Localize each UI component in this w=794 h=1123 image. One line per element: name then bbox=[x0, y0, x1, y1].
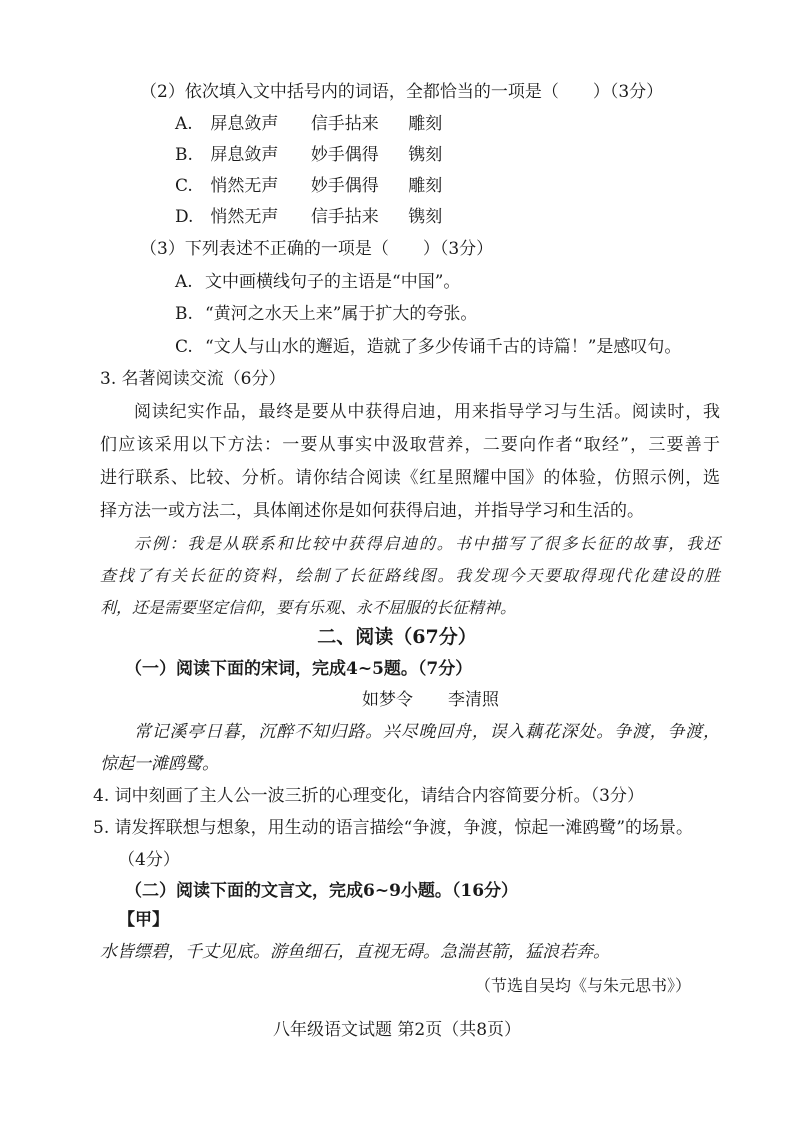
part2-title: （二）阅读下面的文言文，完成6~9小题。（16分） bbox=[125, 881, 519, 901]
q3-option-b bbox=[175, 302, 477, 326]
option-word-2: 妙手偶得 bbox=[310, 176, 379, 196]
jia-label: 【甲】 bbox=[118, 910, 169, 930]
option-letter: B. bbox=[175, 304, 193, 324]
q-mingzhu-para-line-2: 们应该采用以下方法：一要从事实中汲取营养，二要向作者“取经”，三要善于 bbox=[100, 435, 720, 455]
q3-option-a bbox=[175, 270, 460, 294]
option-text: “文人与山水的邂逅，造就了多少传诵千古的诗篇！”是感叹句。 bbox=[205, 337, 682, 357]
option-word-3: 雕刻 bbox=[408, 114, 443, 134]
q3-stem: （3）下列表述不正确的一项是（ ）（3分） bbox=[140, 239, 494, 259]
q5-score: （4分） bbox=[118, 850, 180, 870]
option-word-3: 镌刻 bbox=[408, 145, 443, 165]
option-letter: C. bbox=[175, 337, 193, 357]
q-mingzhu-para-line-3: 进行联系、比较、分析。请你结合阅读《红星照耀中国》的体验，仿照示例，选 bbox=[100, 468, 720, 488]
option-letter: C. bbox=[175, 176, 193, 196]
page-footer: 八年级语文试题 第2页（共8页） bbox=[272, 1020, 522, 1040]
option-word-1: 屏息敛声 bbox=[210, 114, 279, 134]
q2-option-d bbox=[175, 205, 442, 229]
option-text: 文中画横线句子的主语是“中国”。 bbox=[205, 272, 461, 292]
option-word-3: 镌刻 bbox=[408, 207, 443, 227]
poem-line-2: 惊起一滩鸥鹭。 bbox=[100, 754, 219, 774]
q3-option-c bbox=[175, 335, 681, 359]
example-line-1: 示例：我是从联系和比较中获得启迪的。书中描写了很多长征的故事，我还 bbox=[134, 534, 720, 553]
option-word-2: 妙手偶得 bbox=[310, 145, 379, 165]
q4: 4. 词中刻画了主人公一波三折的心理变化，请结合内容简要分析。（3分） bbox=[93, 786, 644, 806]
example-line-2: 查找了有关长征的资料，绘制了长征路线图。我发现今天要取得现代化建设的胜 bbox=[100, 566, 720, 585]
option-word-2: 信手拈来 bbox=[310, 207, 379, 227]
option-letter: B. bbox=[175, 145, 193, 165]
q2-option-a bbox=[175, 112, 442, 136]
option-word-2: 信手拈来 bbox=[310, 114, 379, 134]
classical-text: 水皆缥碧，千丈见底。游鱼细石，直视无碍。急湍甚箭，猛浪若奔。 bbox=[100, 942, 610, 962]
option-word-1: 悄然无声 bbox=[210, 176, 279, 196]
option-letter: D. bbox=[175, 207, 194, 227]
q-mingzhu-para-line-4: 择方法一或方法二，具体阐述你是如何获得启迪，并指导学习和生活的。 bbox=[100, 501, 644, 521]
q-mingzhu-para-line-1: 阅读纪实作品，最终是要从中获得启迪，用来指导学习与生活。阅读时，我 bbox=[134, 402, 720, 422]
poem-title: 如梦令 bbox=[362, 690, 413, 710]
poem-author: 李清照 bbox=[448, 690, 499, 710]
poem-line-1: 常记溪亭日暮，沉醉不知归路。兴尽晚回舟，误入藕花深处。争渡，争渡， bbox=[134, 722, 720, 742]
q2-stem: （2）依次填入文中括号内的词语，全都恰当的一项是（ ）（3分） bbox=[140, 82, 664, 102]
part1-title: （一）阅读下面的宋词，完成4~5题。（7分） bbox=[125, 659, 473, 679]
example-line-3: 利，还是需要坚定信仰，要有乐观、永不屈服的长征精神。 bbox=[100, 598, 517, 617]
option-letter: A. bbox=[175, 114, 193, 134]
q2-option-c bbox=[175, 174, 442, 198]
q-mingzhu-title: 3. 名著阅读交流（6分） bbox=[100, 369, 286, 389]
option-text: “黄河之水天上来”属于扩大的夸张。 bbox=[205, 304, 478, 324]
q2-option-b bbox=[175, 143, 442, 167]
section-heading: 二、阅读（67分） bbox=[317, 626, 477, 648]
option-letter: A. bbox=[175, 272, 193, 292]
option-word-1: 悄然无声 bbox=[210, 207, 279, 227]
option-word-1: 屏息敛声 bbox=[210, 145, 279, 165]
source-note: （节选自吴均《与朱元思书》） bbox=[475, 976, 692, 995]
option-word-3: 雕刻 bbox=[408, 176, 443, 196]
q5: 5. 请发挥联想与想象，用生动的语言描绘“争渡，争渡，惊起一滩鸥鹭”的场景。 bbox=[93, 818, 694, 838]
